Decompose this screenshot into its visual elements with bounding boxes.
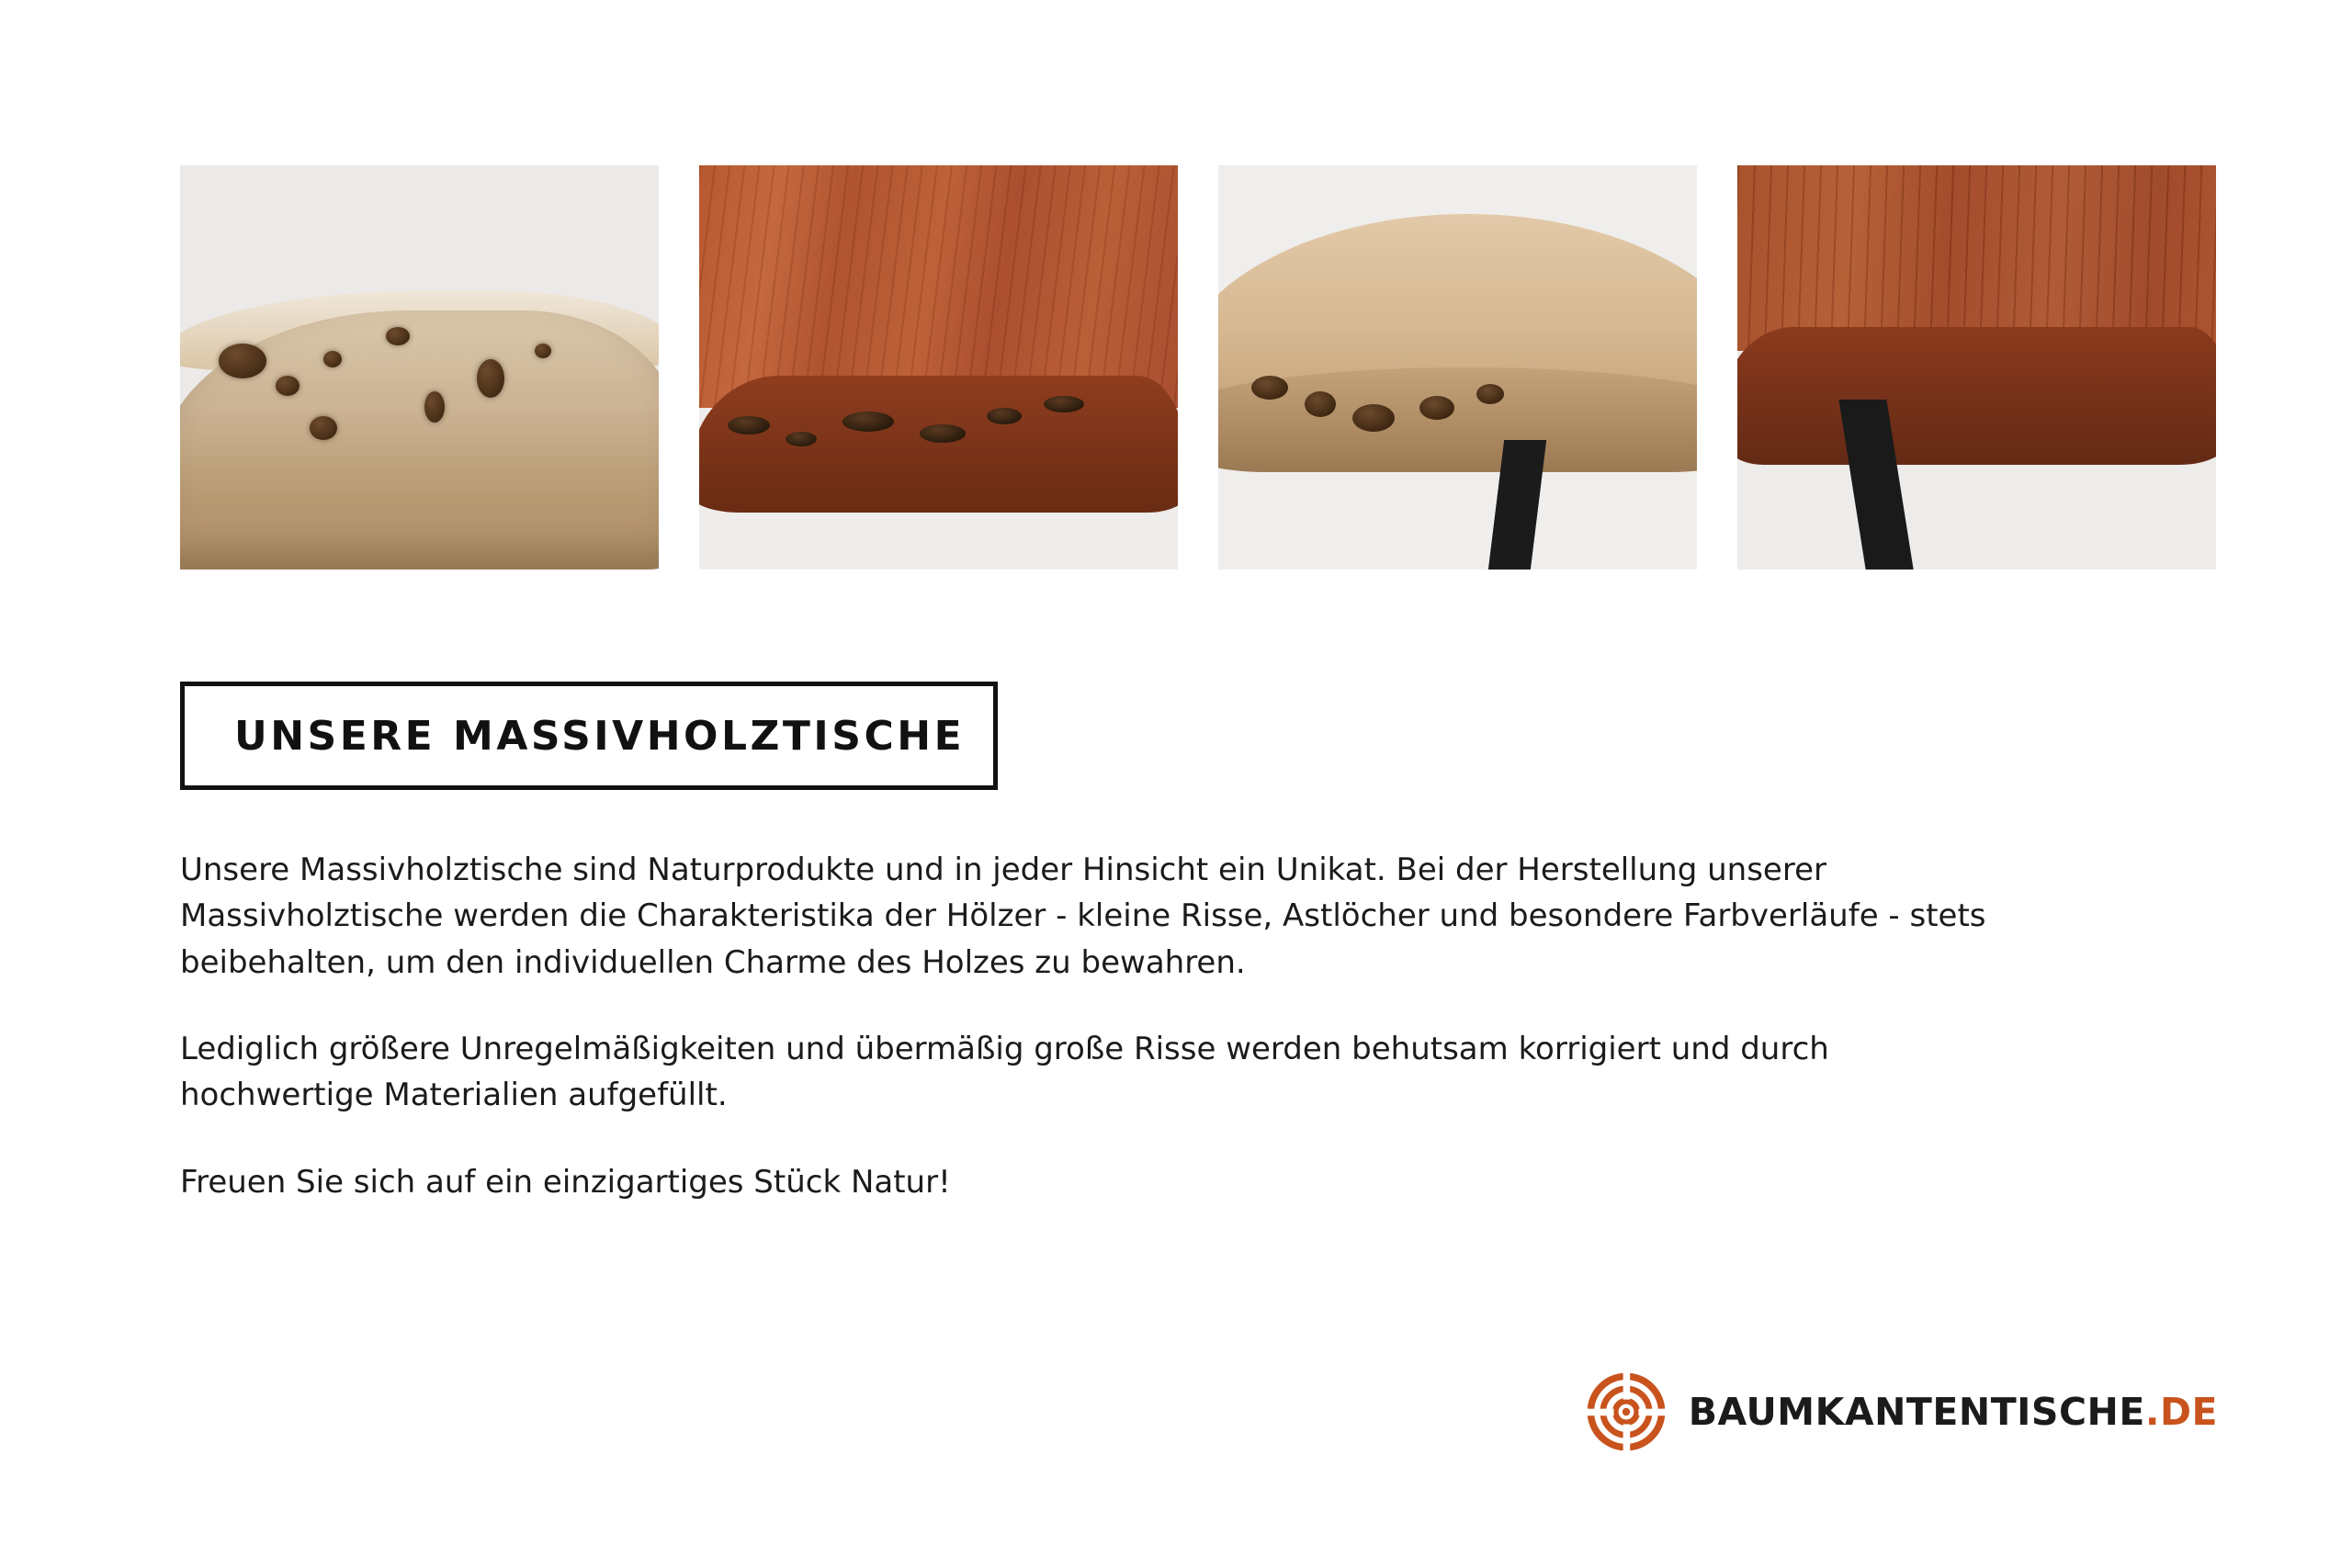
- crack-icon: [728, 416, 770, 434]
- knot-icon: [424, 391, 445, 423]
- brand-logo[interactable]: [1588, 1373, 2218, 1450]
- body-copy: [180, 847, 2018, 1205]
- photo2-grain: [699, 165, 1178, 408]
- crack-icon: [1044, 396, 1084, 412]
- paragraph-3: Freuen Sie sich auf ein einzigartiges Stück Natur!: [180, 1163, 951, 1201]
- brand-name-text: BAUMKANTENTISCHE: [1688, 1390, 2145, 1434]
- paragraph-2: Lediglich größere Unregelmäßigkeiten und übermäßig große Risse werden behutsam korrigiert und durch hochwertige Materialien aufgefüllt.: [180, 1030, 1829, 1114]
- brand-name: [1689, 1390, 2218, 1434]
- photo-gallery: [180, 165, 2223, 570]
- gallery-image-2: [699, 165, 1178, 570]
- knot-icon: [535, 344, 551, 358]
- knot-icon: [1352, 404, 1395, 432]
- photo4-grain: [1737, 165, 2216, 351]
- crack-icon: [987, 408, 1022, 424]
- baumkantentische-ring-logo-icon: [1588, 1373, 1665, 1450]
- knot-icon: [310, 416, 337, 440]
- photo4-live-edge: [1737, 327, 2216, 465]
- crack-icon: [920, 424, 966, 443]
- knot-icon: [1476, 384, 1504, 404]
- knot-icon: [219, 344, 266, 378]
- gallery-image-4: [1737, 165, 2216, 570]
- photo2-front-edge: [699, 376, 1178, 513]
- knot-icon: [477, 359, 504, 398]
- paragraph-1: Unsere Massivholztische sind Naturprodukte und in jeder Hinsicht ein Unikat. Bei der Herstellung unserer Massivholztische werden die Charakteristika der Hölzer - kleine Risse, Astlöcher und besondere Farbverläufe - stets beibehalten, um den individuellen Charme des Holzes zu bewahren.: [180, 852, 1986, 981]
- knot-icon: [276, 376, 300, 396]
- gallery-image-3: [1218, 165, 1697, 570]
- page-title: UNSERE MASSIVHOLZTISCHE: [234, 712, 966, 760]
- knot-icon: [1419, 396, 1454, 420]
- brand-tld: .DE: [2144, 1390, 2218, 1434]
- knot-icon: [386, 327, 410, 345]
- photo3-round-edge: [1218, 367, 1697, 472]
- section-headline-box: [180, 682, 998, 790]
- knot-icon: [1251, 376, 1288, 400]
- gallery-image-1: [180, 165, 659, 570]
- knot-icon: [1305, 391, 1336, 417]
